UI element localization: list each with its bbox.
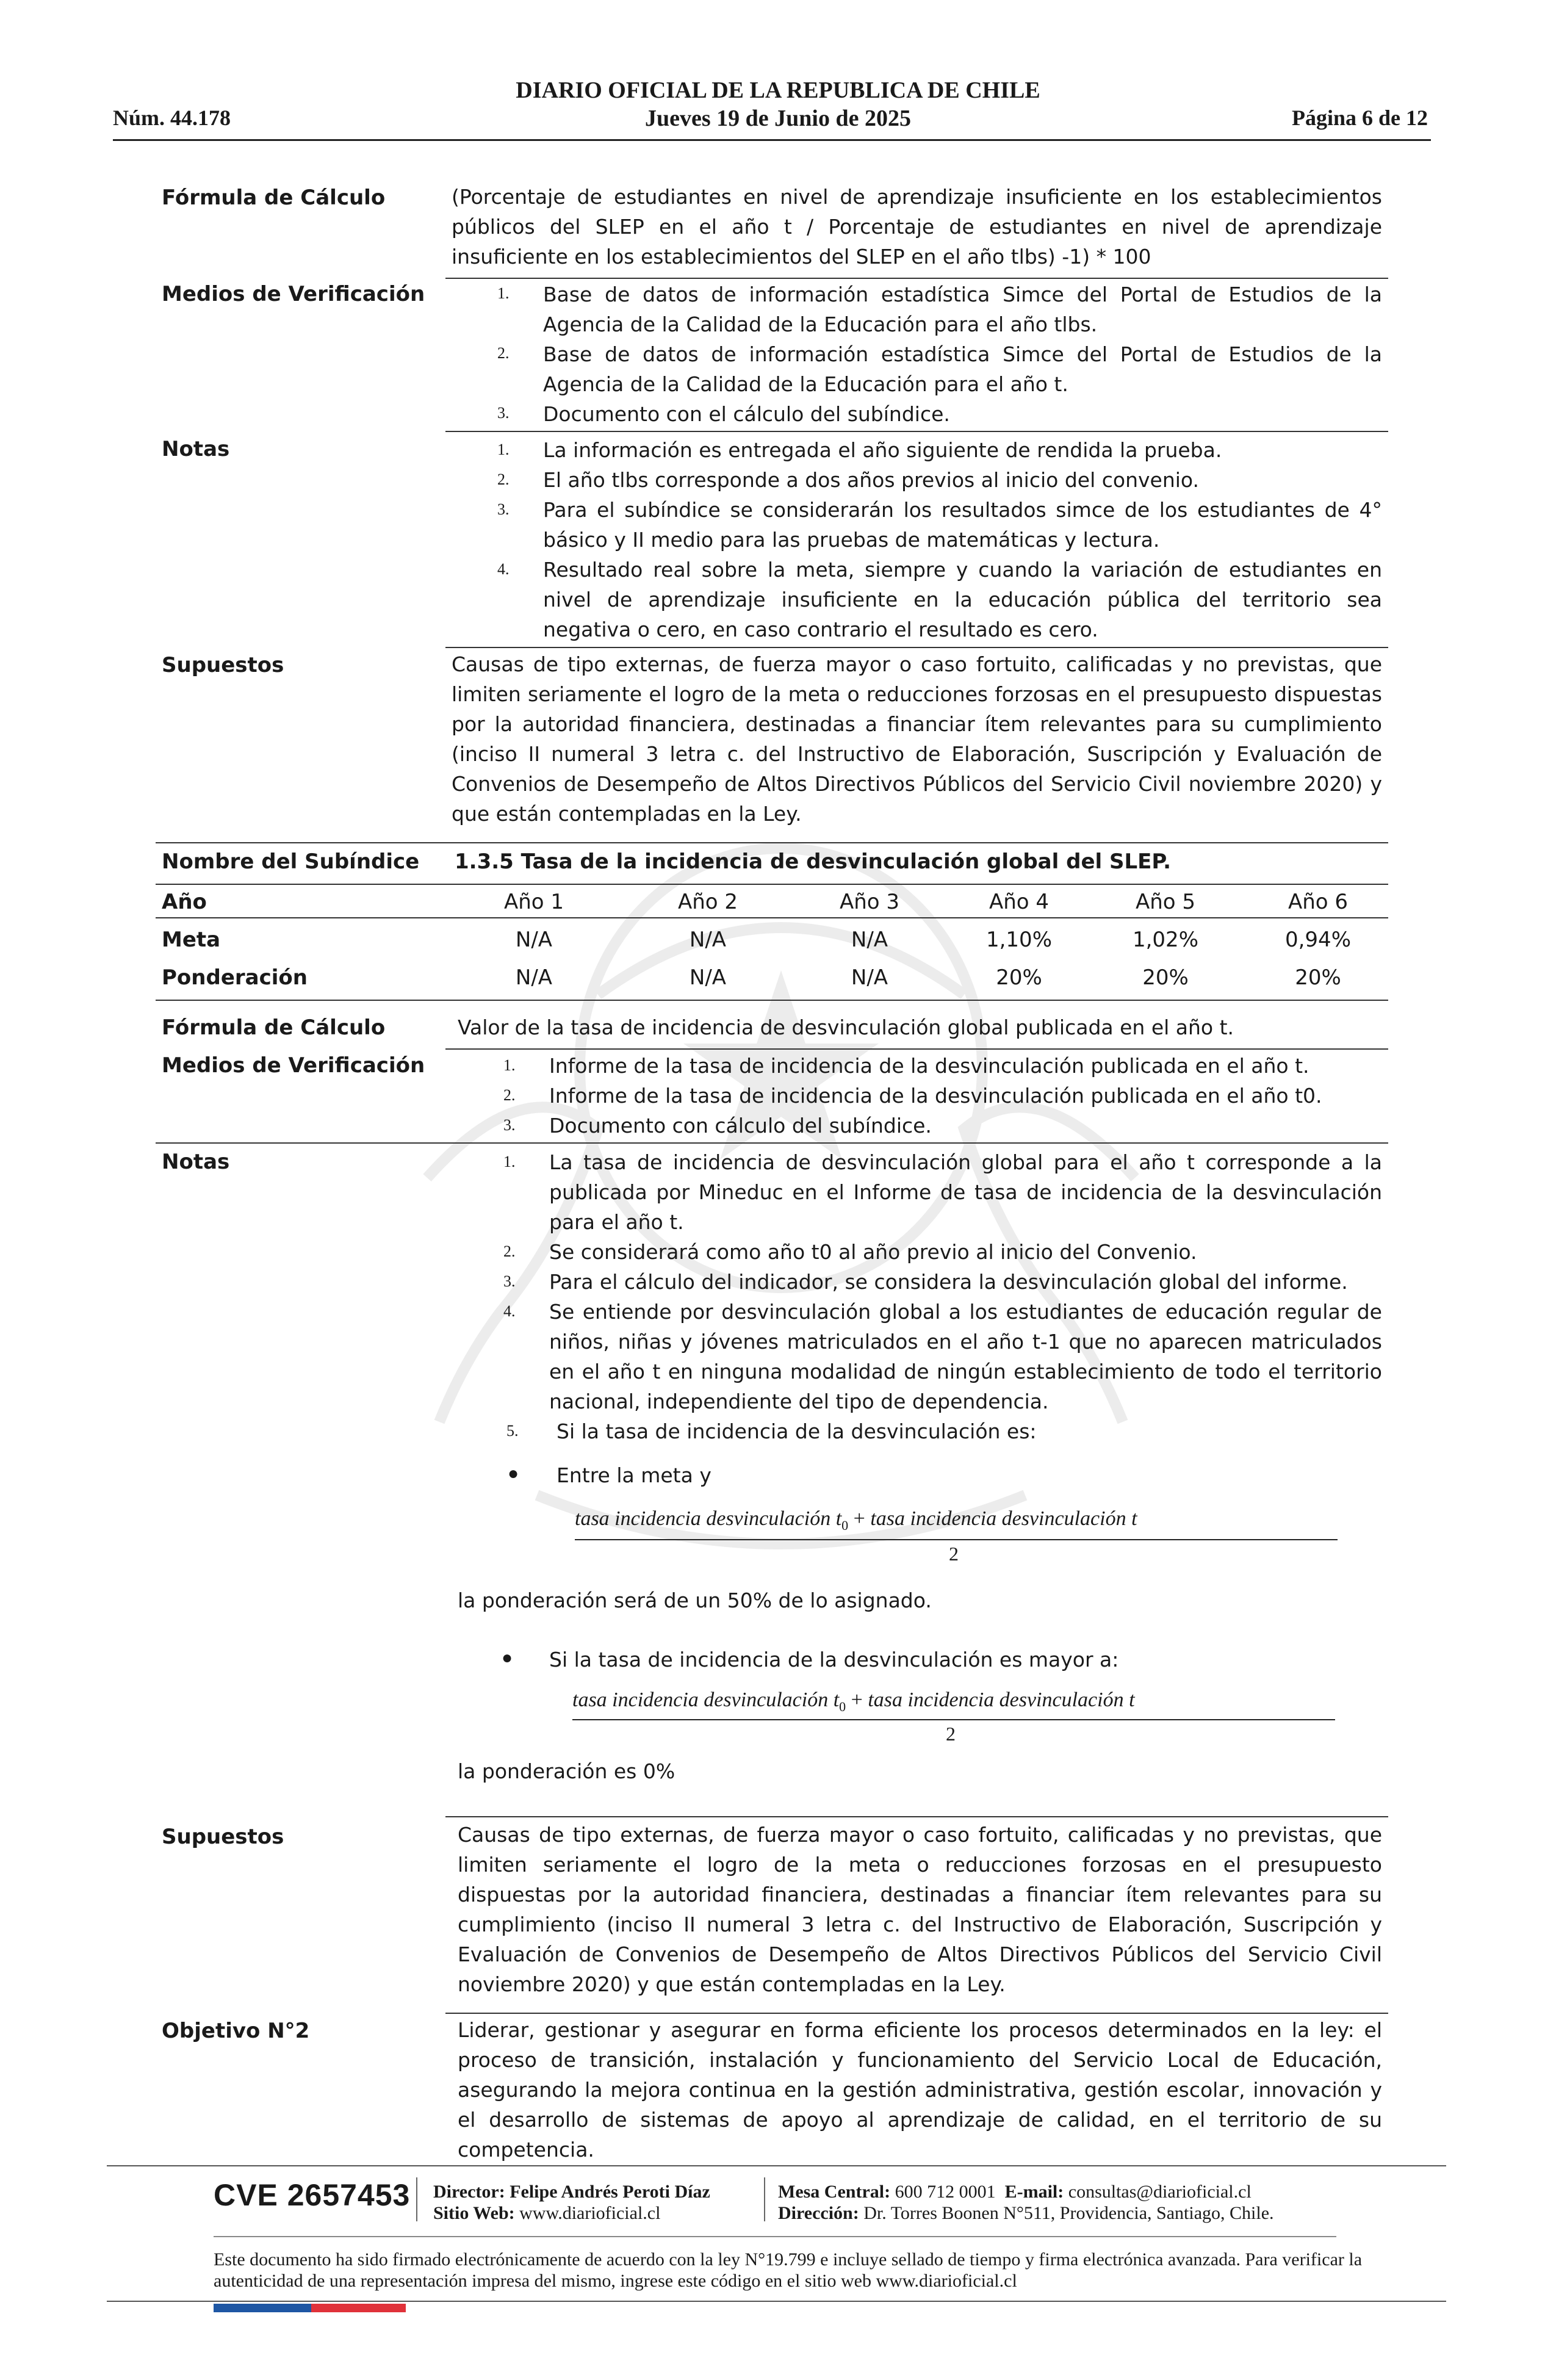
list-number: 1.: [503, 1056, 516, 1074]
footer-separator: [416, 2177, 417, 2221]
ponderacion-cell: N/A: [515, 965, 553, 990]
medios-label: Medios de Verificación: [162, 282, 425, 306]
formula-text: (Porcentaje de estudiantes en nivel de aprendizaje insuficiente en los establecimientos públicos del SLEP en el año t / Porcentaje de estudiantes en nivel de aprendizaje insuficiente en los establecimientos del SLEP en el año tlbs) -1) * 100: [452, 185, 1382, 269]
director-line: [433, 2181, 710, 2202]
ponderacion-cell: 20%: [1295, 965, 1341, 990]
supuestos-label: Supuestos: [162, 1825, 284, 1849]
formula-term: tasa incidencia desvinculación t: [870, 1507, 1137, 1530]
publication-date: Jueves 19 de Junio de 2025: [645, 106, 911, 131]
list-number: 1.: [497, 284, 510, 302]
list-item: Base de datos de información estadística Simce del Portal de Estudios de la Agencia de la Calidad de la Educación para el año tlbs.: [543, 283, 1382, 336]
meta-cell: 1,02%: [1132, 928, 1198, 952]
formula-numerator: [572, 1689, 1135, 1715]
list-number: 2.: [503, 1242, 516, 1260]
objetivo-label: Objetivo N°2: [162, 2019, 310, 2043]
supuestos-text: Causas de tipo externas, de fuerza mayor o caso fortuito, calificadas y no previstas, que limiten seriamente el logro de la meta o reducciones forzosas en el presupuesto dispuestas por la autoridad financiera, destinadas a financiar ítem relevantes para su cumplimiento (inciso II numeral 3 letra c. del Instructivo de Elaboración, Suscripción y Evaluación de Convenios de Desempeño de Altos Directivos Públicos del Servicio Civil noviembre 2020) y que están contempladas en la Ley.: [452, 652, 1382, 826]
list-item: Se entiende por desvinculación global a los estudiantes de educación regular de niños, niñas y jóvenes matriculados en el año t-1 que no aparecen matriculados en el año t en ninguna modalidad de ningún establecimiento de todo el territorio nacional, independiente del tipo de dependencia.: [549, 1300, 1382, 1413]
row-divider: [445, 2013, 1388, 2014]
flag-stripe-blue: [214, 2304, 311, 2312]
bullet-icon: ●: [502, 1648, 513, 1668]
mesa-phone: 600 712 0001: [895, 2182, 996, 2202]
list-item: Resultado real sobre la meta, siempre y cuando la variación de estudiantes en nivel de aprendizaje insuficiente en la educación pública del territorio sea negativa o cero, en caso contrario el resultado es cero.: [543, 558, 1382, 641]
list-number: 4.: [503, 1302, 516, 1320]
list-number: 3.: [503, 1272, 516, 1290]
ponderacion-cell: 20%: [1142, 965, 1189, 990]
meta-cell: N/A: [515, 928, 553, 952]
meta-cell: N/A: [851, 928, 888, 952]
objetivo-text: Liderar, gestionar y asegurar en forma eficiente los procesos determinados en la ley: el proceso de transición, instalación y funcionamiento del Servicio Local de Educación, asegurando la mejora continua en la gestión administrativa, gestión escolar, innovación y el desarrollo de sistemas de apoyo al aprendizaje de calidad, en el territorio de su competencia.: [458, 2018, 1382, 2162]
row-divider: [445, 1048, 1388, 1050]
issue-number: Núm. 44.178: [113, 106, 231, 130]
list-item: Informe de la tasa de incidencia de la desvinculación publicada en el año t.: [549, 1054, 1309, 1078]
cve-code: CVE 2657453: [214, 2178, 411, 2212]
meta-cell: N/A: [689, 928, 727, 952]
footer-separator: [764, 2177, 765, 2221]
publication-title: DIARIO OFICIAL DE LA REPUBLICA DE CHILE: [516, 78, 1040, 103]
list-number: 4.: [497, 560, 510, 578]
row-divider: [156, 917, 1388, 918]
row-divider: [445, 1816, 1388, 1817]
footer-rule: [107, 2165, 1446, 2166]
list-number: 5.: [506, 1422, 519, 1440]
row-divider: [156, 1142, 1388, 1144]
page-number: Página 6 de 12: [1291, 106, 1428, 130]
ponderacion-cell: N/A: [689, 965, 727, 990]
year-label: Año: [162, 890, 207, 914]
formula-term: tasa incidencia desvinculación t: [575, 1507, 842, 1530]
email-link[interactable]: consultas@diarioficial.cl: [1068, 2182, 1252, 2202]
formula-label: Fórmula de Cálculo: [162, 186, 386, 210]
subindice-name: 1.3.5 Tasa de la incidencia de desvinculación global del SLEP.: [455, 849, 1171, 874]
list-item: Documento con el cálculo del subíndice.: [543, 402, 950, 426]
list-item: Para el subíndice se considerarán los resultados simce de los estudiantes de 4° básico y II medio para las pruebas de matemáticas y lectura.: [543, 498, 1382, 552]
year-cell: Año 5: [1135, 890, 1196, 914]
formula-label: Fórmula de Cálculo: [162, 1015, 386, 1040]
web-line: [433, 2202, 660, 2224]
meta-cell: 1,10%: [985, 928, 1052, 952]
list-item: La información es entregada el año siguiente de rendida la prueba.: [543, 438, 1222, 462]
meta-cell: 0,94%: [1284, 928, 1351, 952]
ponderacion-cell: 20%: [996, 965, 1042, 990]
row-divider: [156, 842, 1388, 843]
ponderacion-label: Ponderación: [162, 965, 308, 990]
formula-term: tasa incidencia desvinculación t: [868, 1689, 1135, 1711]
result-text: la ponderación será de un 50% de lo asignado.: [458, 1588, 932, 1612]
list-number: 3.: [497, 404, 510, 422]
list-item: Se considerará como año t0 al año previo al inicio del Convenio.: [549, 1240, 1197, 1264]
formula-plus: +: [851, 1689, 863, 1711]
formula-denominator: 2: [949, 1543, 959, 1565]
notas-label: Notas: [162, 1150, 230, 1174]
ponderacion-cell: N/A: [851, 965, 888, 990]
year-cell: Año 6: [1288, 890, 1349, 914]
signature-notice: Este documento ha sido firmado electrónicamente de acuerdo con la ley N°19.799 e incluye sellado de tiempo y firma electrónica avanzada. Para verificar la autenticidad de una representación impresa del mismo, ingrese este código en el sitio web www.diarioficial.cl: [214, 2249, 1363, 2291]
row-divider: [445, 647, 1388, 648]
row-divider: [156, 1000, 1388, 1001]
list-item: Documento con cálculo del subíndice.: [549, 1114, 932, 1138]
flag-stripe-red: [311, 2304, 406, 2312]
formula-numerator: [575, 1507, 1137, 1534]
mesa-label: Mesa Central:: [778, 2182, 891, 2202]
list-number: 2.: [497, 471, 510, 488]
formula-subscript: 0: [841, 1517, 849, 1533]
formula-denominator: 2: [946, 1723, 956, 1745]
direccion-text: Dr. Torres Boonen N°511, Providencia, Santiago, Chile.: [863, 2203, 1274, 2223]
supuestos-label: Supuestos: [162, 653, 284, 677]
bullet-text: Entre la meta y: [556, 1463, 711, 1487]
list-item: La tasa de incidencia de desvinculación global para el año t corresponde a la publicada por Mineduc en el Informe de tasa de incidencia de la desvinculación para el año t.: [549, 1150, 1382, 1234]
formula-plus: +: [853, 1507, 865, 1530]
list-number: 2.: [497, 344, 510, 362]
bullet-icon: ●: [508, 1463, 519, 1484]
list-number: 2.: [503, 1086, 516, 1104]
list-item: Base de datos de información estadística Simce del Portal de Estudios de la Agencia de la Calidad de la Educación para el año t.: [543, 342, 1382, 396]
formula-subscript: 0: [839, 1698, 846, 1714]
row-divider: [445, 431, 1388, 432]
director-label: Director:: [433, 2182, 505, 2202]
director-name: Felipe Andrés Peroti Díaz: [510, 2182, 710, 2202]
meta-label: Meta: [162, 928, 221, 952]
header-rule: [113, 139, 1431, 141]
medios-label: Medios de Verificación: [162, 1053, 425, 1078]
year-cell: Año 1: [503, 890, 564, 914]
footer-bottom-rule: [107, 2301, 1446, 2302]
formula-text: Valor de la tasa de incidencia de desvinculación global publicada en el año t.: [458, 1015, 1234, 1039]
supuestos-text: Causas de tipo externas, de fuerza mayor o caso fortuito, calificadas y no previstas, que limiten seriamente el logro de la meta o reducciones forzosas en el presupuesto dispuestas por la autoridad financiera, destinadas a financiar ítem relevantes para su cumplimiento (inciso II numeral 3 letra c. del Instructivo de Elaboración, Suscripción y Evaluación de Convenios de Desempeño de Altos Directivos Públicos del Servicio Civil noviembre 2020) y que están contempladas en la Ley.: [458, 1823, 1382, 1996]
subindice-label: Nombre del Subíndice: [162, 849, 420, 874]
fraction-bar: [572, 1719, 1335, 1720]
year-cell: Año 2: [677, 890, 738, 914]
year-cell: Año 3: [839, 890, 900, 914]
list-number: 3.: [497, 500, 510, 518]
year-cell: Año 4: [989, 890, 1050, 914]
web-label: Sitio Web:: [433, 2203, 515, 2223]
formula-term: tasa incidencia desvinculación t: [572, 1689, 840, 1711]
list-item: Si la tasa de incidencia de la desvinculación es:: [556, 1419, 1037, 1443]
email-label: E-mail:: [1004, 2182, 1064, 2202]
list-item: Para el cálculo del indicador, se considera la desvinculación global del informe.: [549, 1270, 1348, 1294]
direccion-line: [778, 2202, 1274, 2224]
footer-inner-rule: [214, 2236, 1336, 2237]
list-item: Informe de la tasa de incidencia de la desvinculación publicada en el año t0.: [549, 1084, 1322, 1108]
notas-label: Notas: [162, 437, 230, 461]
row-divider: [156, 884, 1388, 885]
result-text: la ponderación es 0%: [458, 1759, 675, 1783]
web-link[interactable]: www.diarioficial.cl: [519, 2203, 661, 2223]
list-number: 1.: [497, 441, 510, 458]
list-number: 1.: [503, 1153, 516, 1170]
direccion-label: Dirección:: [778, 2203, 859, 2223]
row-divider: [445, 278, 1388, 279]
fraction-bar: [575, 1539, 1338, 1540]
list-number: 3.: [503, 1116, 516, 1134]
list-item: El año tlbs corresponde a dos años previos al inicio del convenio.: [543, 468, 1200, 492]
mesa-line: [778, 2181, 1252, 2202]
bullet-text: Si la tasa de incidencia de la desvinculación es mayor a:: [549, 1648, 1119, 1671]
